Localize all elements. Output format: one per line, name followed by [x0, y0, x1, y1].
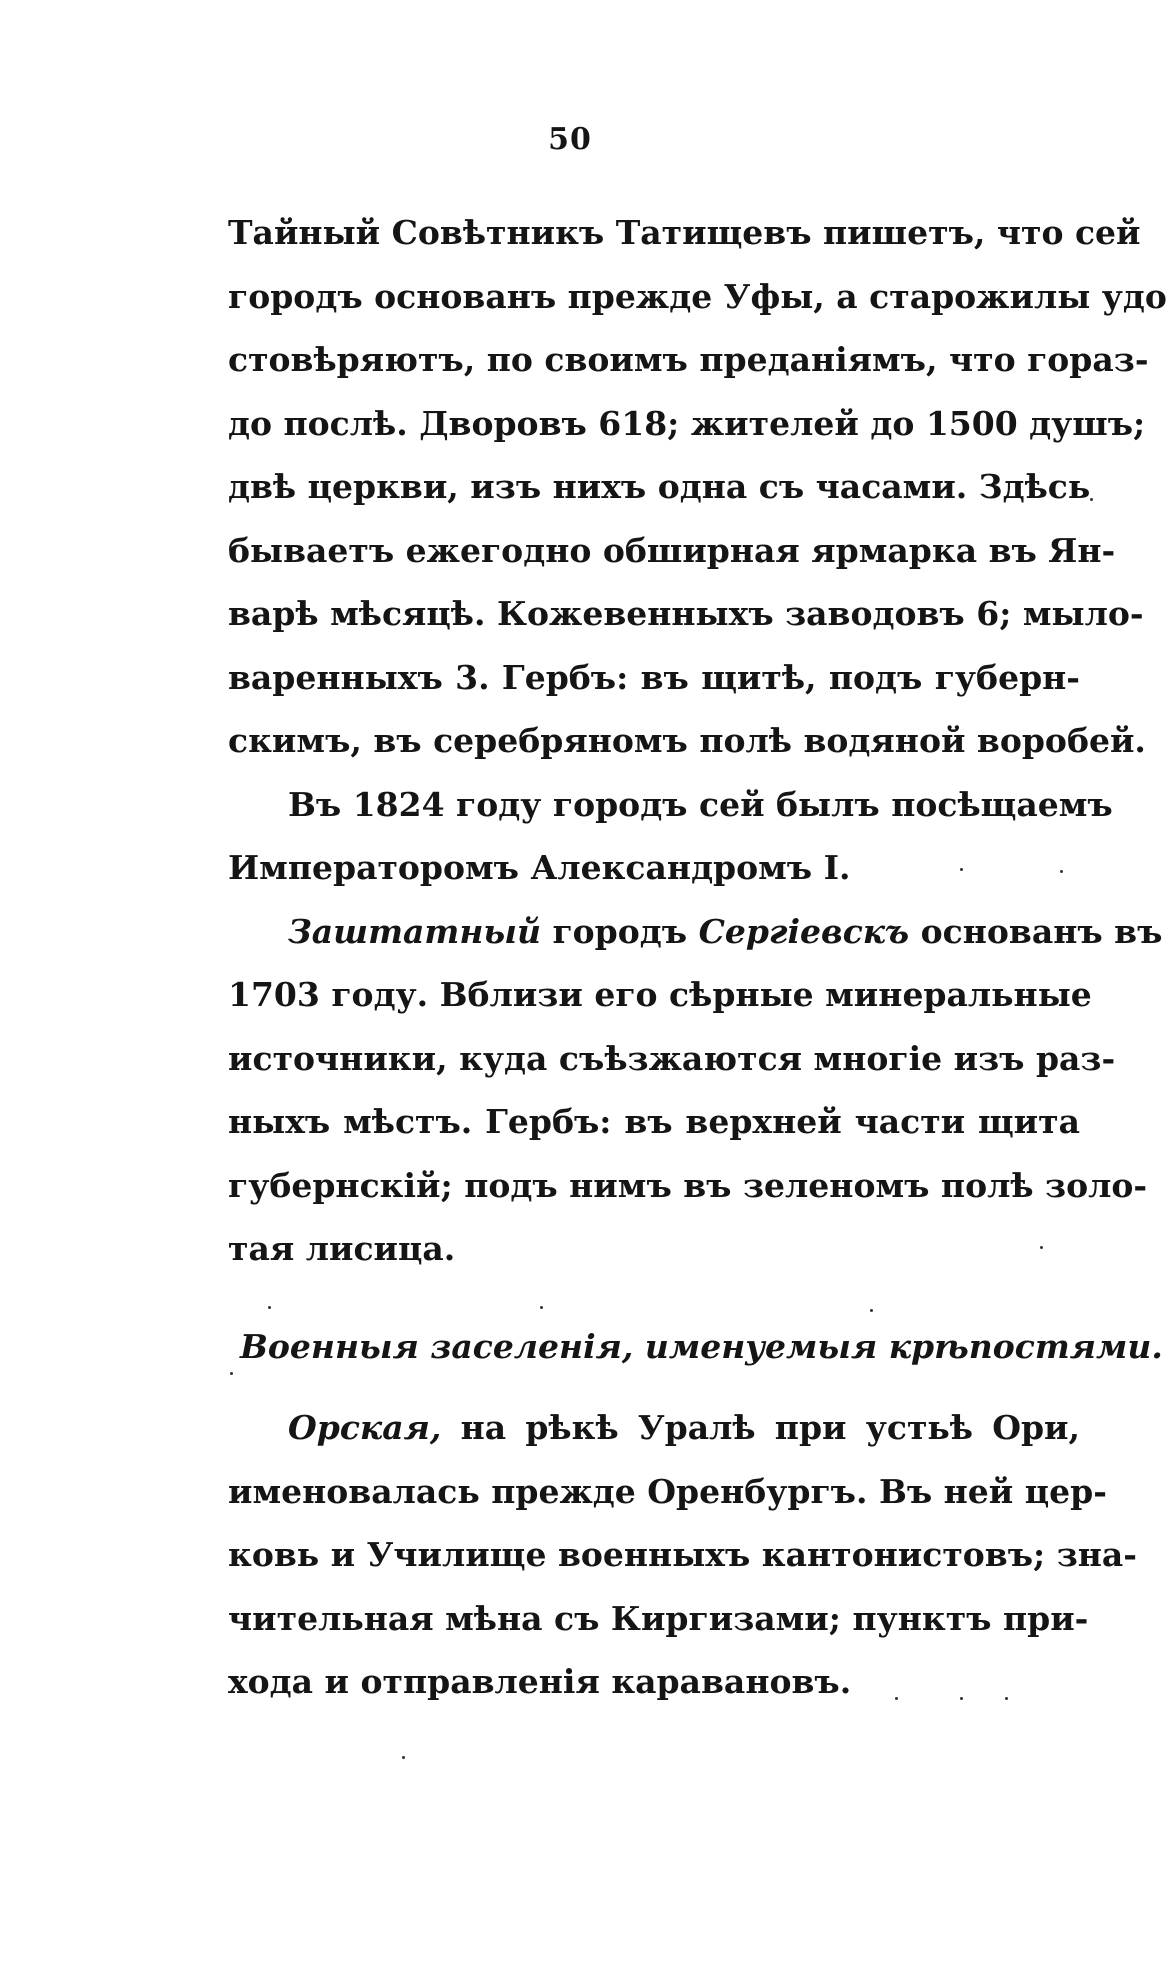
text-line: Въ 1824 году городъ сей былъ посѣщаемъ	[288, 784, 1113, 824]
print-speck	[870, 1309, 873, 1312]
fortress-text-block	[228, 1396, 1137, 1714]
main-text-block	[228, 201, 1167, 1281]
text-fragment: основанъ въ	[920, 911, 1163, 951]
section-heading: Военныя заселенія, именуемыя крѣпостями.	[240, 1327, 1163, 1366]
text-fragment: на рѣкѣ Уралѣ при устьѣ Ори,	[460, 1408, 1080, 1447]
print-speck	[268, 1306, 271, 1309]
text-line: хода и отправленія каравановъ.	[228, 1662, 852, 1701]
text-line: двѣ церкви, изъ нихъ одна съ часами. Здѣсь	[228, 467, 1091, 506]
text-line: источники, куда съѣзжаются многіе изъ раз-	[228, 1038, 1116, 1078]
italic-lead: Заштатный	[288, 911, 541, 951]
text-line: Императоромъ Александромъ I.	[228, 848, 851, 887]
print-speck	[1060, 870, 1063, 873]
text-line: ныхъ мѣстъ. Гербъ: въ верхней части щита	[228, 1102, 1080, 1141]
text-line: ковь и Училище военныхъ кантонистовъ; зна-	[228, 1535, 1137, 1574]
text-fragment: городъ	[552, 911, 688, 951]
text-line: тая лисица.	[228, 1229, 456, 1268]
italic-place-name: Сергіевскъ	[698, 911, 910, 951]
text-line	[228, 900, 1163, 964]
text-line: скимъ, въ серебряномъ полѣ водяной воробей.	[228, 721, 1146, 760]
print-speck	[1040, 1246, 1043, 1249]
print-speck	[895, 1697, 898, 1700]
text-line: стовѣряютъ, по своимъ преданіямъ, что гораз-	[228, 340, 1149, 379]
print-speck	[402, 1756, 405, 1759]
print-speck	[960, 868, 963, 871]
print-speck	[1005, 1697, 1008, 1700]
text-line: губернскій; подъ нимъ въ зеленомъ полѣ золо-	[228, 1165, 1148, 1205]
italic-lead: Орская,	[288, 1408, 442, 1447]
print-speck	[1090, 498, 1093, 501]
print-speck	[230, 1372, 233, 1375]
print-speck	[960, 1697, 963, 1700]
text-line: городъ основанъ прежде Уфы, а старожилы удо	[228, 276, 1167, 316]
text-line: именовалась прежде Оренбургъ. Въ ней цер-	[228, 1471, 1107, 1511]
text-line: бываетъ ежегодно обширная ярмарка въ Ян-	[228, 530, 1116, 570]
text-line: до послѣ. Дворовъ 618; жителей до 1500 душъ;	[228, 403, 1146, 443]
text-line: Тайный Совѣтникъ Татищевъ пишетъ, что сей	[228, 213, 1141, 252]
print-speck	[540, 1306, 543, 1309]
text-line	[228, 1396, 1080, 1460]
text-line: чительная мѣна съ Киргизами; пунктъ при-	[228, 1598, 1089, 1638]
text-line: варенныхъ 3. Гербъ: въ щитѣ, подъ губерн-	[228, 657, 1080, 697]
page-number: 50	[548, 122, 592, 157]
text-line: 1703 году. Вблизи его сѣрные минеральные	[228, 975, 1092, 1014]
text-line: варѣ мѣсяцѣ. Кожевенныхъ заводовъ 6; мыло-	[228, 594, 1144, 633]
